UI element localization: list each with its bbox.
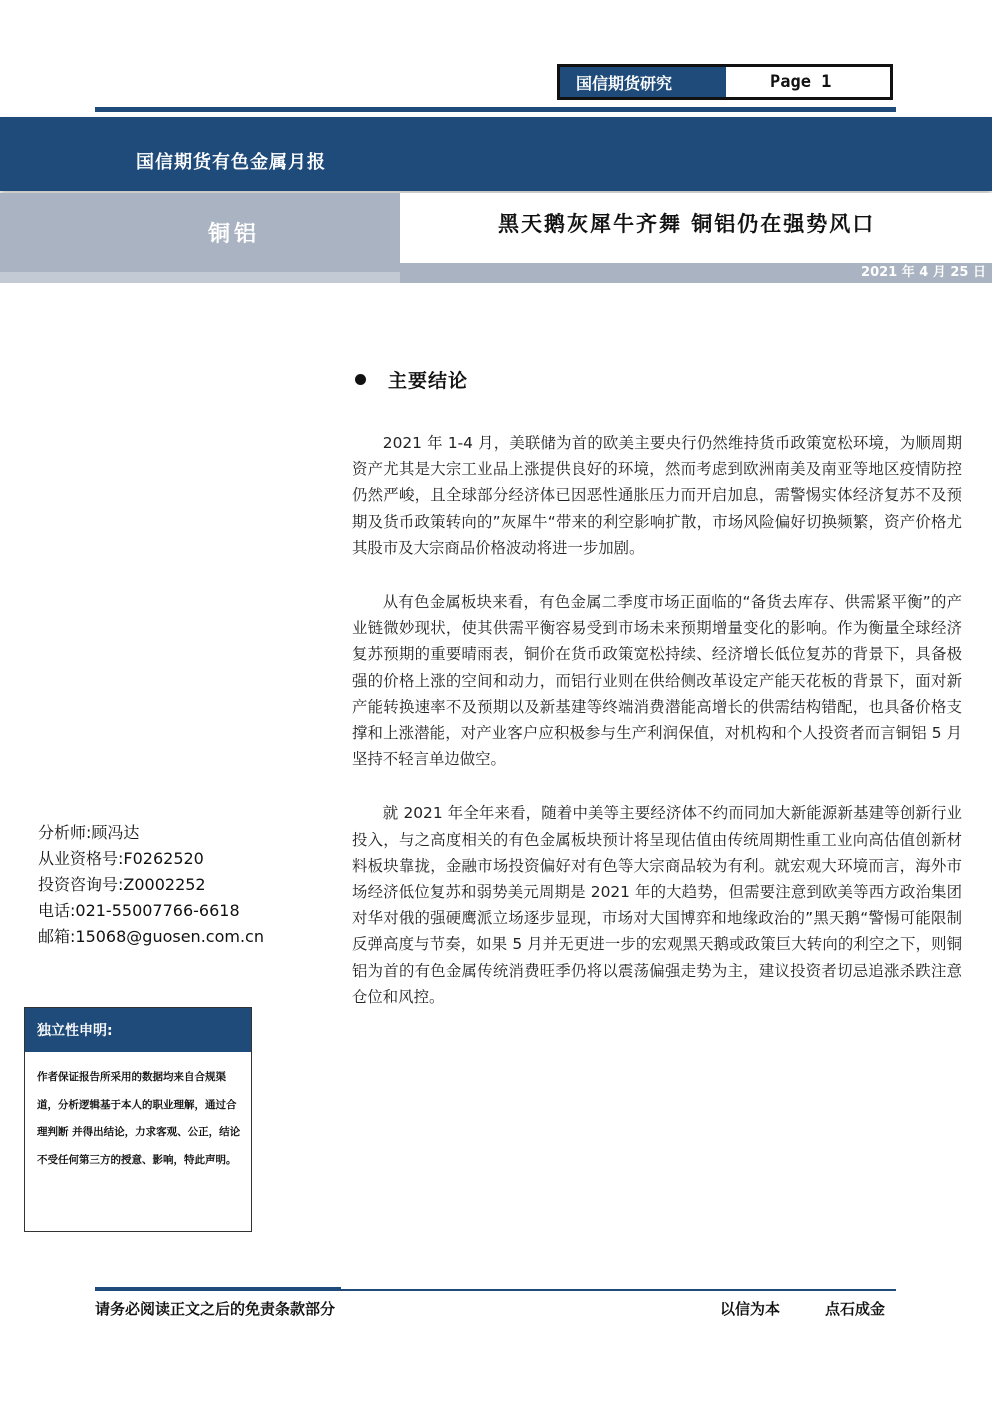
report-series: 国信期货有色金属月报: [136, 152, 326, 173]
section-heading: 主要结论: [388, 370, 469, 392]
brand-box: [557, 64, 893, 100]
independence-box: [24, 1007, 252, 1232]
paragraph: 就 2021 年全年来看，随着中美等主要经济体不约而同加大新能源新基建等创新行业投入，与之高度相关的有色金属板块预计将呈现估值由传统周期性重工业向高估值创新材料板块靠拢，金融市场投资偏好对有色等大宗商品较为有利。就宏观大环境而言，海外市场经济低位复苏和弱势美元周期是 2021 年的大趋势，但需要注意到欧美等西方政治集团对华对俄的强硬鹰派立场逐步显现，市场对大国博弈和地缘政治的”黑天鹅“警惕可能限制反弹高度与节奏，如果 5 月并无更进一步的宏观黑天鹅或政策巨大转向的利空之下，则铜铝为首的有色金属传统消费旺季仍将以震荡偏强走势为主，建议投资者切忌追涨杀跌注意仓位和风控。: [352, 804, 962, 1006]
footer-motto: 点石成金: [825, 1300, 886, 1318]
sector-label: 铜铝: [207, 222, 260, 247]
brand-name: 国信期货研究: [560, 67, 726, 97]
footer-disclaimer: 请务必阅读正文之后的免责条款部分: [95, 1300, 336, 1318]
analyst-name: 分析师:顾冯达: [38, 823, 140, 842]
main-body: [352, 430, 962, 1038]
independence-text: 作者保证报告所采用的数据均来自合规渠道，分析逻辑基于本人的职业理解，通过合理判断 并得出结论，力求客观、公正，结论不受任何第三方的授意、影响，特此声明。: [37, 1071, 241, 1166]
page-number: Page 1: [770, 72, 832, 92]
top-rule: [95, 107, 896, 112]
analyst-email: 邮箱:15068@guosen.com.cn: [38, 927, 264, 946]
report-date: 2021 年 4 月 25 日: [400, 263, 992, 283]
analyst-qualification: 从业资格号:F0262520: [38, 849, 204, 868]
paragraph: 2021 年 1-4 月，美联储为首的欧美主要央行仍然维持货币政策宽松环境，为顺周期资产尤其是大宗工业品上涨提供良好的环境，然而考虑到欧洲南美及南亚等地区疫情防控仍然严峻，且全球部分经济体已因恶性通胀压力而开启加息，需警惕实体经济复苏不及预期及货币政策转向的”灰犀牛“带来的利空影响扩散，市场风险偏好切换频繁，资产价格尤其股市及大宗商品价格波动将进一步加剧。: [352, 434, 962, 557]
report-title: 黑天鹅灰犀牛齐舞 铜铝仍在强势风口: [498, 212, 876, 236]
independence-heading: 独立性申明:: [25, 1008, 251, 1052]
analyst-info: [38, 820, 264, 950]
analyst-phone: 电话:021-55007766-6618: [38, 901, 240, 920]
paragraph: 从有色金属板块来看，有色金属二季度市场正面临的“备货去库存、供需紧平衡”的产业链微妙现状，使其供需平衡容易受到市场未来预期增量变化的影响。作为衡量全球经济复苏预期的重要晴雨表，铜价在货币政策宽松持续、经济增长低位复苏的背景下，具备极强的价格上涨的空间和动力，而铝行业则在供给侧改革设定产能天花板的背景下，面对新产能转换速率不及预期以及新基建等终端消费潜能高增长的供需结构错配，也具备价格支撑和上涨潜能，对产业客户应积极参与生产利润保值，对机构和个人投资者而言铜铝 5 月坚持不轻言单边做空。: [352, 593, 962, 769]
footer-motto: 以信为本: [720, 1300, 781, 1318]
footer-rule-accent: [95, 1287, 341, 1291]
analyst-consult-number: 投资咨询号:Z0002252: [38, 875, 206, 894]
bullet-icon: [355, 374, 366, 385]
sector-band-tail: [0, 272, 400, 283]
